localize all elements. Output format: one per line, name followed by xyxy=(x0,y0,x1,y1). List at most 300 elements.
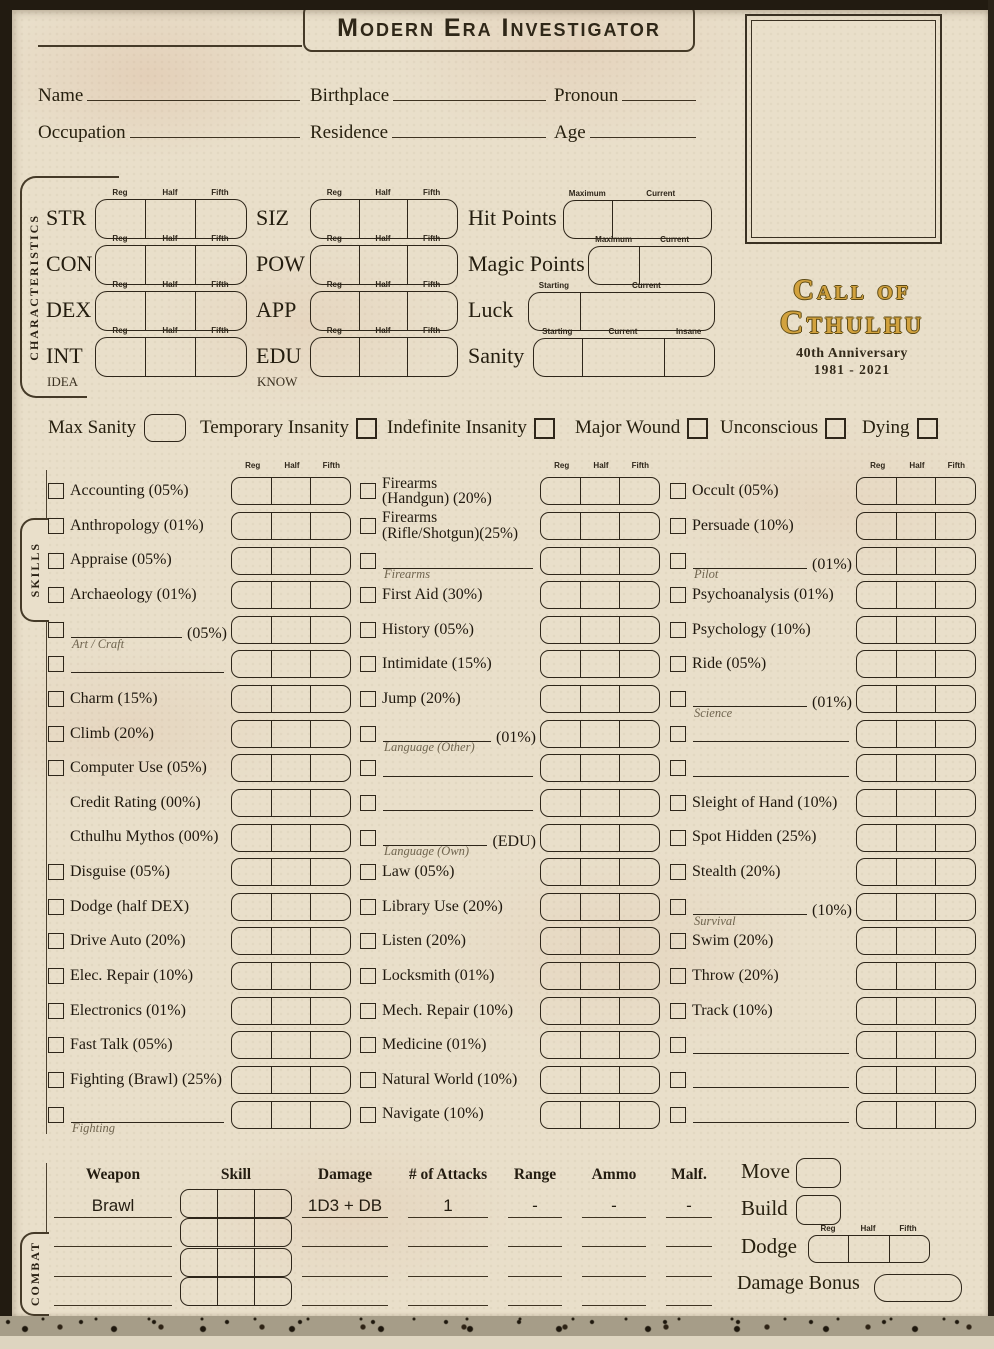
skill-fifth-cell[interactable] xyxy=(936,963,975,989)
skill-value-box[interactable] xyxy=(540,754,660,782)
skill-value-box[interactable] xyxy=(231,927,351,955)
skill-checkbox[interactable] xyxy=(360,933,376,949)
skill-half-cell[interactable] xyxy=(272,513,312,539)
skill-fifth-cell[interactable] xyxy=(936,478,975,504)
skill-checkbox[interactable] xyxy=(670,726,686,742)
skill-reg-cell[interactable] xyxy=(857,686,897,712)
skill-reg-cell[interactable] xyxy=(232,651,272,677)
skill-value-box[interactable] xyxy=(540,824,660,852)
reg-cell[interactable] xyxy=(311,200,360,238)
skill-checkbox[interactable] xyxy=(48,899,64,915)
skill-value-box[interactable] xyxy=(231,477,351,505)
reg-cell[interactable] xyxy=(96,246,146,284)
skill-fifth-cell[interactable] xyxy=(311,928,350,954)
skill-write-in-line[interactable] xyxy=(383,775,533,777)
skill-checkbox[interactable] xyxy=(48,1037,64,1053)
skill-half-cell[interactable] xyxy=(581,963,621,989)
half-cell[interactable] xyxy=(146,246,196,284)
reg-cell[interactable] xyxy=(96,292,146,330)
skill-half-cell[interactable] xyxy=(581,721,621,747)
skill-checkbox[interactable] xyxy=(670,553,686,569)
skill-fifth-cell[interactable] xyxy=(311,478,350,504)
skill-value-box[interactable] xyxy=(540,789,660,817)
skill-value-box[interactable] xyxy=(856,547,976,575)
skill-reg-cell[interactable] xyxy=(181,1278,218,1305)
combat-weapon-value[interactable] xyxy=(54,1251,172,1277)
reg-cell[interactable] xyxy=(311,246,360,284)
skill-half-cell[interactable] xyxy=(581,1067,621,1093)
combat-damage-value[interactable]: 1D3 + DB xyxy=(302,1192,388,1218)
skill-reg-cell[interactable] xyxy=(857,651,897,677)
skill-fifth-cell[interactable] xyxy=(620,1032,659,1058)
skill-fifth-cell[interactable] xyxy=(936,790,975,816)
skill-checkbox[interactable] xyxy=(48,933,64,949)
skill-fifth-cell[interactable] xyxy=(311,1067,350,1093)
starting-cell[interactable] xyxy=(529,293,581,330)
stat-value-box[interactable] xyxy=(528,292,715,331)
skill-checkbox[interactable] xyxy=(360,1037,376,1053)
skill-fifth-cell[interactable] xyxy=(936,928,975,954)
combat-weapon-value[interactable] xyxy=(54,1221,172,1247)
skill-reg-cell[interactable] xyxy=(541,1067,581,1093)
skill-value-box[interactable] xyxy=(856,824,976,852)
stat-value-box[interactable] xyxy=(310,337,458,377)
skill-fifth-cell[interactable] xyxy=(311,859,350,885)
skill-checkbox[interactable] xyxy=(48,760,64,776)
skill-checkbox[interactable] xyxy=(670,830,686,846)
half-cell[interactable] xyxy=(146,338,196,376)
skill-half-cell[interactable] xyxy=(897,582,937,608)
skill-value-box[interactable] xyxy=(856,893,976,921)
skill-reg-cell[interactable] xyxy=(232,1032,272,1058)
skill-reg-cell[interactable] xyxy=(541,928,581,954)
skill-checkbox[interactable] xyxy=(360,1107,376,1123)
skill-checkbox[interactable] xyxy=(360,483,376,499)
fifth-cell[interactable] xyxy=(196,200,246,238)
combat-malf-value[interactable]: - xyxy=(666,1192,712,1218)
skill-value-box[interactable] xyxy=(856,685,976,713)
skill-checkbox[interactable] xyxy=(670,656,686,672)
skill-half-cell[interactable] xyxy=(581,928,621,954)
skill-half-cell[interactable] xyxy=(272,998,312,1024)
skill-value-box[interactable] xyxy=(231,547,351,575)
skill-checkbox[interactable] xyxy=(670,691,686,707)
combat-weapon-value[interactable]: Brawl xyxy=(54,1192,172,1218)
skill-checkbox[interactable] xyxy=(360,656,376,672)
combat-damage-value[interactable] xyxy=(302,1280,388,1306)
skill-reg-cell[interactable] xyxy=(857,928,897,954)
skill-value-box[interactable] xyxy=(231,893,351,921)
skill-reg-cell[interactable] xyxy=(181,1249,218,1276)
skill-fifth-cell[interactable] xyxy=(620,513,659,539)
skill-reg-cell[interactable] xyxy=(541,582,581,608)
skill-half-cell[interactable] xyxy=(897,825,937,851)
combat-skill-box[interactable] xyxy=(180,1189,292,1218)
skill-checkbox[interactable] xyxy=(48,726,64,742)
skill-value-box[interactable] xyxy=(231,650,351,678)
current-cell[interactable] xyxy=(581,293,714,330)
stat-value-box[interactable] xyxy=(310,199,458,239)
skill-reg-cell[interactable] xyxy=(541,825,581,851)
skill-fifth-cell[interactable] xyxy=(936,548,975,574)
status-flag-checkbox[interactable] xyxy=(356,418,377,439)
stat-value-box[interactable] xyxy=(588,246,712,285)
combat-weapon-value[interactable] xyxy=(54,1280,172,1306)
skill-reg-cell[interactable] xyxy=(181,1219,218,1246)
skill-fifth-cell[interactable] xyxy=(936,686,975,712)
skill-reg-cell[interactable] xyxy=(857,825,897,851)
skill-value-box[interactable] xyxy=(231,997,351,1025)
skill-half-cell[interactable] xyxy=(272,721,312,747)
status-flag-checkbox[interactable] xyxy=(825,418,846,439)
max-sanity-box[interactable] xyxy=(144,414,186,442)
skill-half-cell[interactable] xyxy=(581,825,621,851)
skill-checkbox[interactable] xyxy=(670,518,686,534)
skill-fifth-cell[interactable] xyxy=(311,755,350,781)
skill-checkbox[interactable] xyxy=(360,622,376,638)
skill-value-box[interactable] xyxy=(540,893,660,921)
skill-fifth-cell[interactable] xyxy=(311,582,350,608)
skill-value-box[interactable] xyxy=(856,477,976,505)
maximum-cell[interactable] xyxy=(589,247,640,284)
age-input-line[interactable] xyxy=(590,121,696,138)
fifth-cell[interactable] xyxy=(408,200,457,238)
combat-ammo-value[interactable]: - xyxy=(582,1192,646,1218)
stat-value-box[interactable] xyxy=(563,200,712,239)
combat-skill-box[interactable] xyxy=(180,1218,292,1247)
skill-half-cell[interactable] xyxy=(897,617,937,643)
skill-reg-cell[interactable] xyxy=(541,686,581,712)
skill-reg-cell[interactable] xyxy=(857,513,897,539)
skill-reg-cell[interactable] xyxy=(541,721,581,747)
skill-value-box[interactable] xyxy=(540,997,660,1025)
skill-fifth-cell[interactable] xyxy=(620,928,659,954)
skill-half-cell[interactable] xyxy=(581,894,621,920)
skill-half-cell[interactable] xyxy=(272,825,312,851)
skill-value-box[interactable] xyxy=(856,754,976,782)
combat-malf-value[interactable] xyxy=(666,1251,712,1277)
fifth-cell[interactable] xyxy=(196,246,246,284)
skill-fifth-cell[interactable] xyxy=(936,721,975,747)
skill-reg-cell[interactable] xyxy=(541,894,581,920)
combat-attacks-value[interactable]: 1 xyxy=(408,1192,488,1218)
skill-half-cell[interactable] xyxy=(581,617,621,643)
skill-value-box[interactable] xyxy=(231,858,351,886)
skill-half-cell[interactable] xyxy=(581,998,621,1024)
stat-value-box[interactable] xyxy=(95,291,247,331)
skill-reg-cell[interactable] xyxy=(857,721,897,747)
skill-checkbox[interactable] xyxy=(48,622,64,638)
skill-reg-cell[interactable] xyxy=(857,859,897,885)
skill-half-cell[interactable] xyxy=(272,1067,312,1093)
skill-fifth-cell[interactable] xyxy=(255,1278,291,1305)
half-cell[interactable] xyxy=(360,246,409,284)
skill-checkbox[interactable] xyxy=(48,1107,64,1123)
skill-checkbox[interactable] xyxy=(670,899,686,915)
skill-half-cell[interactable] xyxy=(897,1032,937,1058)
combat-damage-value[interactable] xyxy=(302,1221,388,1247)
skill-reg-cell[interactable] xyxy=(857,755,897,781)
skill-fifth-cell[interactable] xyxy=(620,478,659,504)
skill-checkbox[interactable] xyxy=(670,587,686,603)
skill-value-box[interactable] xyxy=(540,1101,660,1129)
skill-fifth-cell[interactable] xyxy=(255,1219,291,1246)
skill-reg-cell[interactable] xyxy=(857,548,897,574)
skill-fifth-cell[interactable] xyxy=(936,582,975,608)
fifth-cell[interactable] xyxy=(408,338,457,376)
skill-checkbox[interactable] xyxy=(670,1003,686,1019)
status-flag-checkbox[interactable] xyxy=(534,418,555,439)
skill-half-cell[interactable] xyxy=(272,478,312,504)
reg-cell[interactable] xyxy=(96,338,146,376)
combat-damage-value[interactable] xyxy=(302,1251,388,1277)
skill-value-box[interactable] xyxy=(856,997,976,1025)
residence-input-line[interactable] xyxy=(392,121,546,138)
skill-value-box[interactable] xyxy=(540,616,660,644)
skill-half-cell[interactable] xyxy=(581,1102,621,1128)
combat-skill-box[interactable] xyxy=(180,1248,292,1277)
skill-value-box[interactable] xyxy=(231,1031,351,1059)
skill-fifth-cell[interactable] xyxy=(620,963,659,989)
skill-reg-cell[interactable] xyxy=(232,1067,272,1093)
skill-value-box[interactable] xyxy=(540,477,660,505)
skill-half-cell[interactable] xyxy=(581,1032,621,1058)
combat-malf-value[interactable] xyxy=(666,1221,712,1247)
skill-fifth-cell[interactable] xyxy=(936,617,975,643)
skill-fifth-cell[interactable] xyxy=(620,1102,659,1128)
combat-range-value[interactable] xyxy=(508,1280,562,1306)
starting-cell[interactable] xyxy=(534,339,583,376)
occupation-input-line[interactable] xyxy=(130,121,300,138)
combat-attacks-value[interactable] xyxy=(408,1280,488,1306)
skill-value-box[interactable] xyxy=(231,720,351,748)
combat-attacks-value[interactable] xyxy=(408,1221,488,1247)
skill-checkbox[interactable] xyxy=(48,1003,64,1019)
skill-reg-cell[interactable] xyxy=(857,963,897,989)
skill-reg-cell[interactable] xyxy=(232,582,272,608)
skill-value-box[interactable] xyxy=(540,1066,660,1094)
skill-reg-cell[interactable] xyxy=(857,1067,897,1093)
combat-skill-box[interactable] xyxy=(180,1277,292,1306)
skill-half-cell[interactable] xyxy=(272,790,312,816)
skill-reg-cell[interactable] xyxy=(232,548,272,574)
skill-value-box[interactable] xyxy=(231,1101,351,1129)
skill-half-cell[interactable] xyxy=(581,548,621,574)
skill-value-box[interactable] xyxy=(231,1066,351,1094)
skill-checkbox[interactable] xyxy=(48,483,64,499)
skill-fifth-cell[interactable] xyxy=(936,894,975,920)
skill-half-cell[interactable] xyxy=(897,894,937,920)
skill-reg-cell[interactable] xyxy=(857,790,897,816)
skill-checkbox[interactable] xyxy=(360,553,376,569)
skill-checkbox[interactable] xyxy=(48,656,64,672)
skill-fifth-cell[interactable] xyxy=(620,998,659,1024)
combat-ammo-value[interactable] xyxy=(582,1251,646,1277)
fifth-cell[interactable] xyxy=(196,338,246,376)
reg-cell[interactable] xyxy=(311,292,360,330)
skill-half-cell[interactable] xyxy=(272,548,312,574)
skill-half-cell[interactable] xyxy=(272,963,312,989)
skill-half-cell[interactable] xyxy=(897,721,937,747)
skill-checkbox[interactable] xyxy=(670,933,686,949)
status-flag-checkbox[interactable] xyxy=(687,418,708,439)
skill-half-cell[interactable] xyxy=(581,582,621,608)
skill-fifth-cell[interactable] xyxy=(936,1102,975,1128)
dodge-fifth-cell[interactable] xyxy=(890,1236,929,1262)
skill-reg-cell[interactable] xyxy=(232,790,272,816)
skill-value-box[interactable] xyxy=(856,1101,976,1129)
skill-checkbox[interactable] xyxy=(670,483,686,499)
current-cell[interactable] xyxy=(613,201,711,238)
skill-reg-cell[interactable] xyxy=(857,478,897,504)
skill-half-cell[interactable] xyxy=(897,928,937,954)
skill-checkbox[interactable] xyxy=(360,899,376,915)
skill-fifth-cell[interactable] xyxy=(936,755,975,781)
dodge-reg-cell[interactable] xyxy=(809,1236,849,1262)
skill-checkbox[interactable] xyxy=(670,968,686,984)
skill-checkbox[interactable] xyxy=(360,760,376,776)
skill-write-in-line[interactable] xyxy=(383,809,533,811)
skill-fifth-cell[interactable] xyxy=(311,894,350,920)
skill-value-box[interactable] xyxy=(231,824,351,852)
skill-fifth-cell[interactable] xyxy=(936,859,975,885)
birthplace-input-line[interactable] xyxy=(393,84,546,101)
fifth-cell[interactable] xyxy=(408,246,457,284)
skill-fifth-cell[interactable] xyxy=(620,790,659,816)
maximum-cell[interactable] xyxy=(564,201,613,238)
skill-value-box[interactable] xyxy=(856,512,976,540)
skill-half-cell[interactable] xyxy=(581,478,621,504)
skill-value-box[interactable] xyxy=(231,581,351,609)
skill-value-box[interactable] xyxy=(856,789,976,817)
skill-reg-cell[interactable] xyxy=(232,686,272,712)
skill-reg-cell[interactable] xyxy=(857,1102,897,1128)
skill-fifth-cell[interactable] xyxy=(620,582,659,608)
stat-value-box[interactable] xyxy=(310,245,458,285)
build-box[interactable] xyxy=(796,1195,841,1225)
skill-fifth-cell[interactable] xyxy=(311,617,350,643)
stat-value-box[interactable] xyxy=(310,291,458,331)
skill-reg-cell[interactable] xyxy=(857,894,897,920)
skill-reg-cell[interactable] xyxy=(541,548,581,574)
reg-cell[interactable] xyxy=(96,200,146,238)
skill-fifth-cell[interactable] xyxy=(936,1032,975,1058)
skill-fifth-cell[interactable] xyxy=(620,825,659,851)
skill-reg-cell[interactable] xyxy=(857,998,897,1024)
skill-reg-cell[interactable] xyxy=(541,1102,581,1128)
skill-fifth-cell[interactable] xyxy=(936,1067,975,1093)
skill-value-box[interactable] xyxy=(856,616,976,644)
combat-attacks-value[interactable] xyxy=(408,1251,488,1277)
skill-half-cell[interactable] xyxy=(581,513,621,539)
skill-half-cell[interactable] xyxy=(897,686,937,712)
skill-value-box[interactable] xyxy=(540,962,660,990)
skill-fifth-cell[interactable] xyxy=(936,998,975,1024)
skill-fifth-cell[interactable] xyxy=(311,513,350,539)
skill-half-cell[interactable] xyxy=(581,755,621,781)
current-cell[interactable] xyxy=(583,339,666,376)
skill-value-box[interactable] xyxy=(540,927,660,955)
stat-value-box[interactable] xyxy=(95,199,247,239)
skill-checkbox[interactable] xyxy=(48,553,64,569)
skill-fifth-cell[interactable] xyxy=(311,651,350,677)
skill-write-in-line[interactable] xyxy=(71,671,224,673)
skill-reg-cell[interactable] xyxy=(232,894,272,920)
skill-half-cell[interactable] xyxy=(897,755,937,781)
skill-fifth-cell[interactable] xyxy=(620,859,659,885)
skill-fifth-cell[interactable] xyxy=(620,548,659,574)
skill-reg-cell[interactable] xyxy=(857,1032,897,1058)
move-box[interactable] xyxy=(796,1158,841,1188)
skill-checkbox[interactable] xyxy=(360,1003,376,1019)
skill-checkbox[interactable] xyxy=(360,864,376,880)
skill-fifth-cell[interactable] xyxy=(936,513,975,539)
skill-value-box[interactable] xyxy=(231,754,351,782)
skill-value-box[interactable] xyxy=(540,581,660,609)
skill-checkbox[interactable] xyxy=(670,864,686,880)
skill-reg-cell[interactable] xyxy=(232,617,272,643)
skill-fifth-cell[interactable] xyxy=(255,1190,291,1217)
skill-half-cell[interactable] xyxy=(897,998,937,1024)
combat-ammo-value[interactable] xyxy=(582,1280,646,1306)
half-cell[interactable] xyxy=(360,200,409,238)
combat-range-value[interactable]: - xyxy=(508,1192,562,1218)
skill-fifth-cell[interactable] xyxy=(311,548,350,574)
skill-checkbox[interactable] xyxy=(360,726,376,742)
skill-value-box[interactable] xyxy=(540,512,660,540)
skill-half-cell[interactable] xyxy=(218,1249,255,1276)
skill-checkbox[interactable] xyxy=(360,587,376,603)
skill-fifth-cell[interactable] xyxy=(311,686,350,712)
skill-value-box[interactable] xyxy=(856,858,976,886)
skill-half-cell[interactable] xyxy=(272,1032,312,1058)
skill-value-box[interactable] xyxy=(540,1031,660,1059)
skill-value-box[interactable] xyxy=(856,1031,976,1059)
skill-half-cell[interactable] xyxy=(897,790,937,816)
skill-write-in-line[interactable] xyxy=(693,775,849,777)
skill-half-cell[interactable] xyxy=(581,859,621,885)
skill-write-in-line[interactable] xyxy=(693,1052,849,1054)
skill-reg-cell[interactable] xyxy=(541,755,581,781)
skill-half-cell[interactable] xyxy=(897,859,937,885)
skill-half-cell[interactable] xyxy=(272,686,312,712)
skill-half-cell[interactable] xyxy=(272,859,312,885)
skill-fifth-cell[interactable] xyxy=(311,721,350,747)
skill-half-cell[interactable] xyxy=(897,1067,937,1093)
skill-value-box[interactable] xyxy=(856,927,976,955)
stat-value-box[interactable] xyxy=(95,245,247,285)
skill-half-cell[interactable] xyxy=(897,1102,937,1128)
fifth-cell[interactable] xyxy=(408,292,457,330)
skill-checkbox[interactable] xyxy=(48,968,64,984)
skill-value-box[interactable] xyxy=(231,616,351,644)
skill-reg-cell[interactable] xyxy=(541,963,581,989)
skill-value-box[interactable] xyxy=(540,685,660,713)
skill-reg-cell[interactable] xyxy=(541,478,581,504)
stat-value-box[interactable] xyxy=(95,337,247,377)
skill-half-cell[interactable] xyxy=(272,582,312,608)
skill-fifth-cell[interactable] xyxy=(255,1249,291,1276)
skill-half-cell[interactable] xyxy=(897,963,937,989)
skill-reg-cell[interactable] xyxy=(541,790,581,816)
skill-write-in-line[interactable] xyxy=(693,740,849,742)
fifth-cell[interactable] xyxy=(196,292,246,330)
skill-fifth-cell[interactable] xyxy=(620,894,659,920)
skill-fifth-cell[interactable] xyxy=(620,755,659,781)
skill-fifth-cell[interactable] xyxy=(311,825,350,851)
skill-checkbox[interactable] xyxy=(48,864,64,880)
skill-fifth-cell[interactable] xyxy=(936,651,975,677)
